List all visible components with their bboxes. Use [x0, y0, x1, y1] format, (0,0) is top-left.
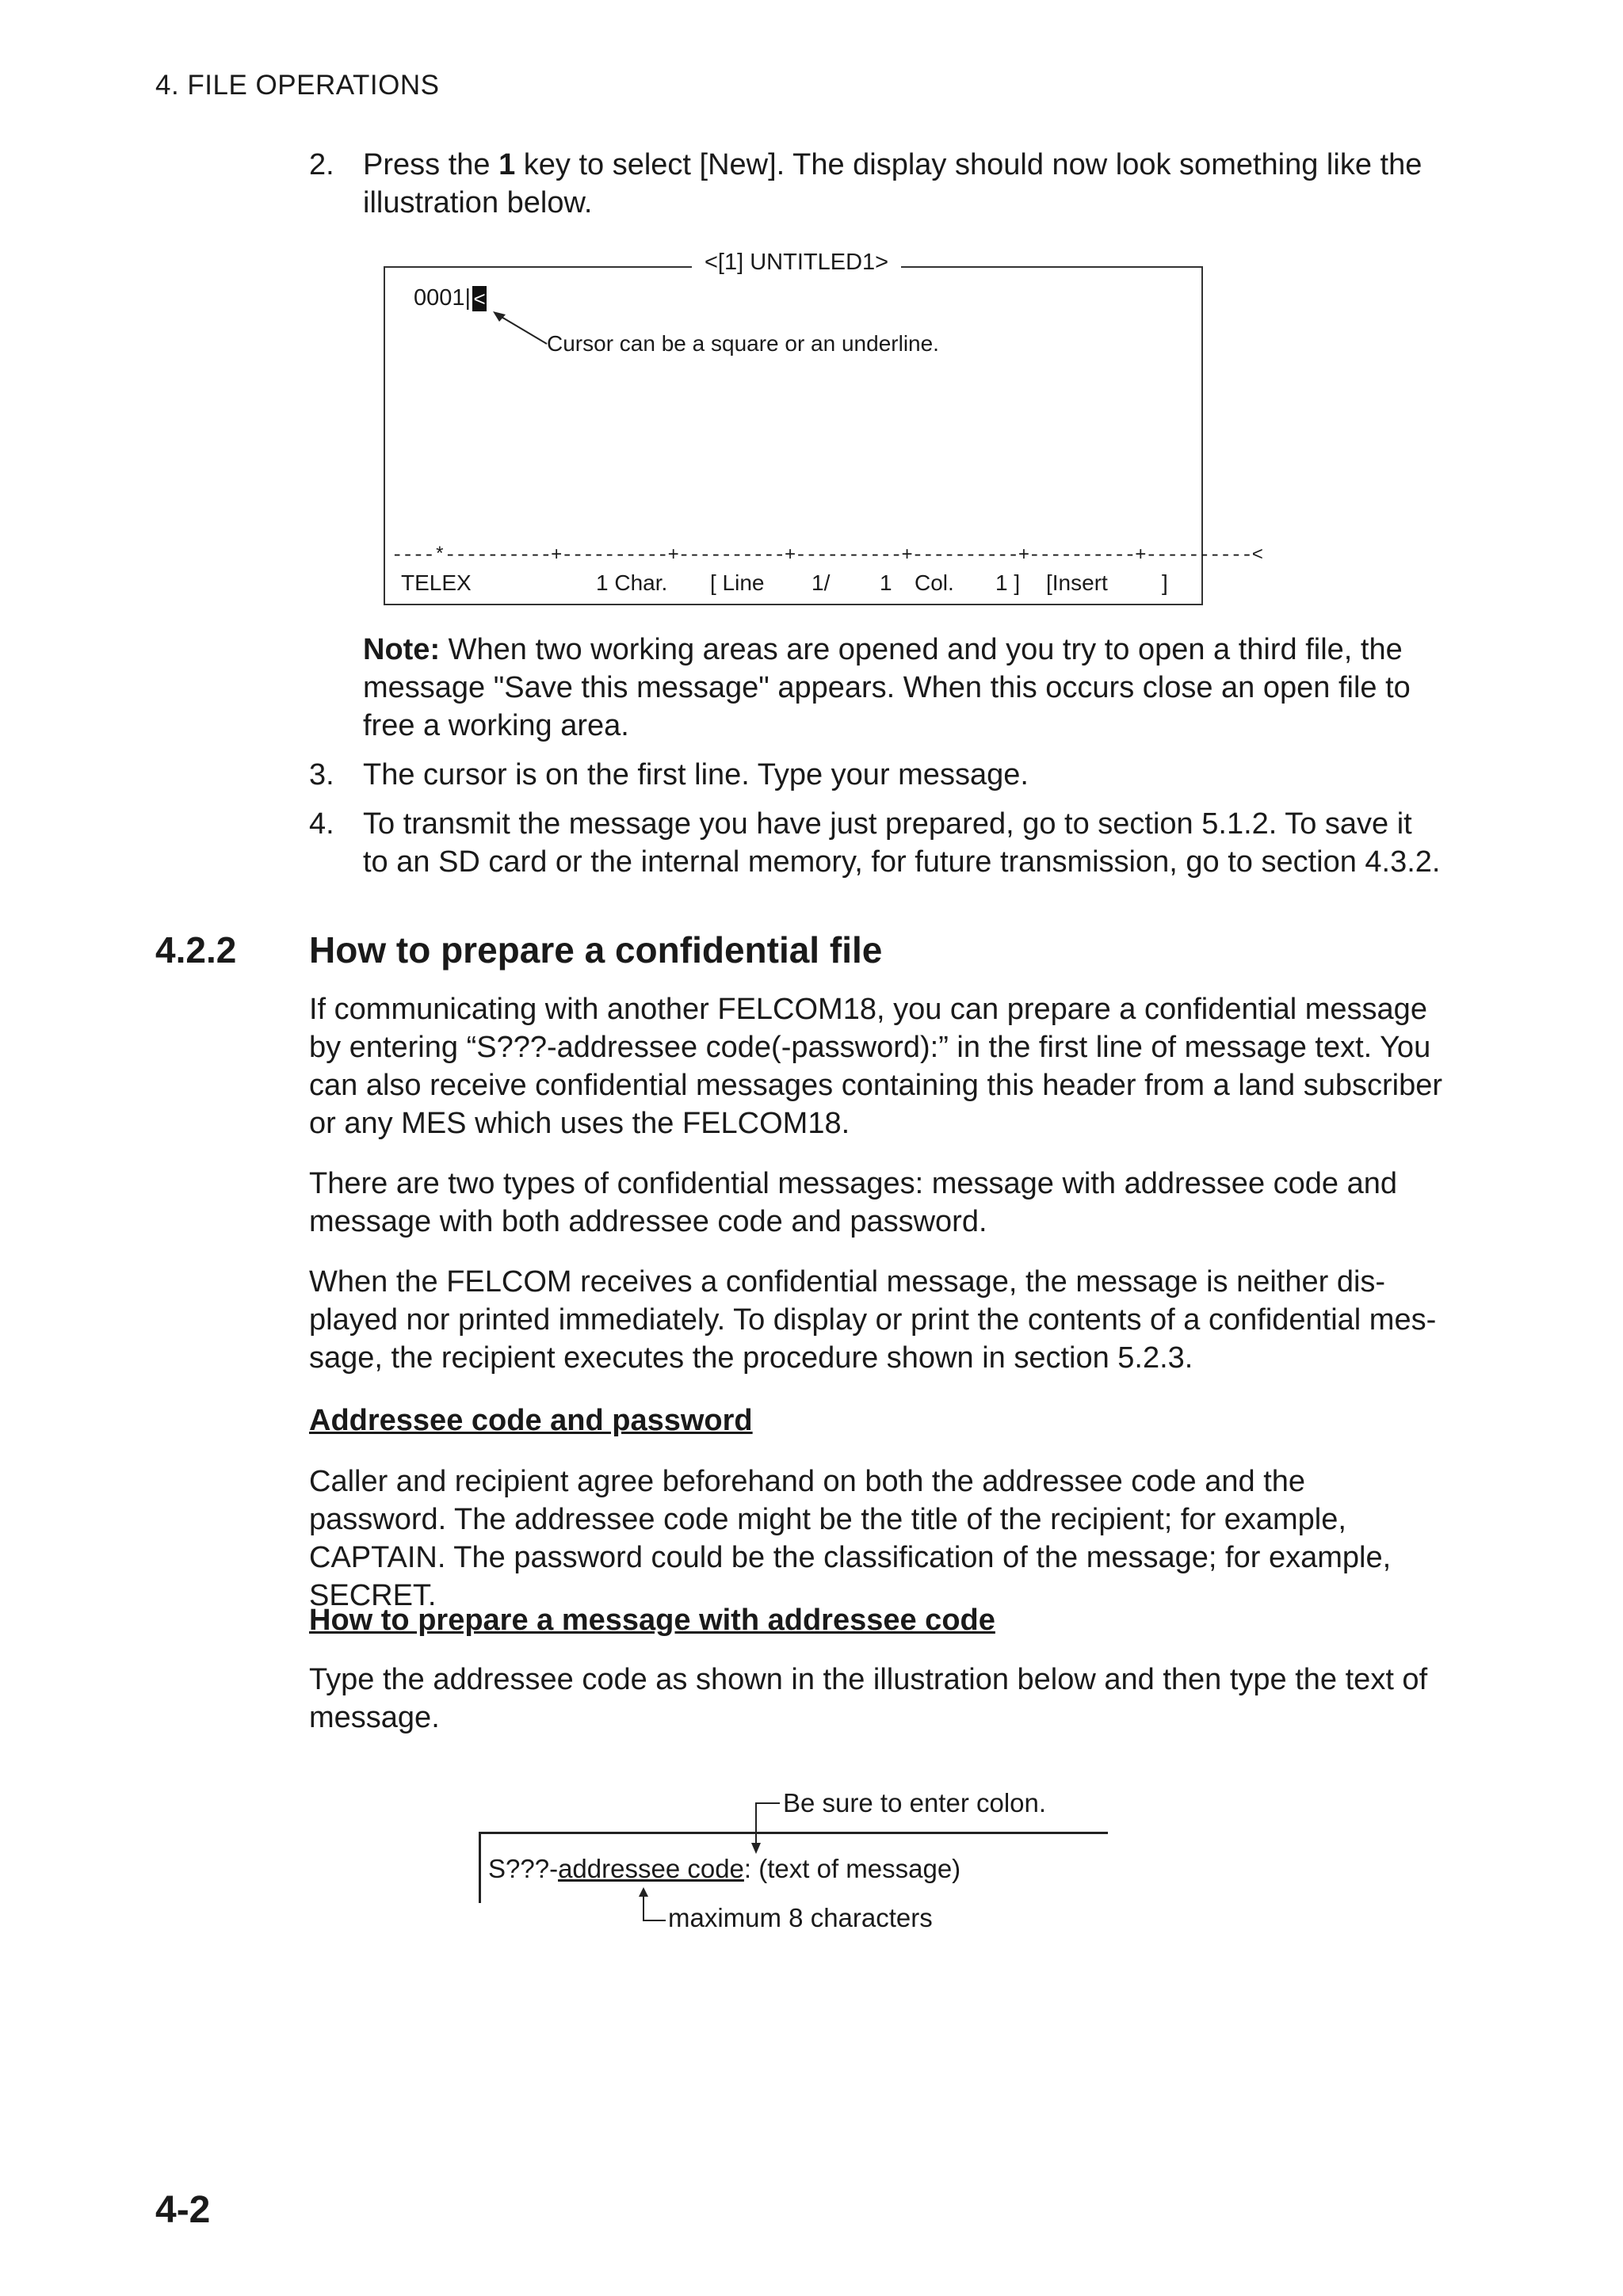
subsection-heading: How to prepare a message with addressee code: [309, 1604, 995, 1637]
colon-note: Be sure to enter colon.: [783, 1788, 1047, 1817]
cursor: <: [473, 286, 486, 311]
display-ruler: ----*----------+----------+----------+----------+----------+----------+----------<: [391, 545, 1262, 566]
step-text: Press the 1 key to select [New]. The display should now look something like the illustration below.: [363, 148, 1423, 219]
status-col-value: 1 ]: [995, 570, 1021, 595]
paragraph: When the FELCOM receives a confidential message, the message is neither dis-played nor printed immediately. To display or print the contents of a confidential mes-sage, the recipient executes the procedure shown in section 5.2.3.: [309, 1265, 1437, 1375]
step-number: 4.: [309, 807, 334, 841]
cursor-arrow: [490, 309, 553, 349]
status-line-label: [ Line: [710, 570, 765, 595]
status-insert-close: ]: [1162, 570, 1168, 595]
format-example: S???-addressee code: (text of message): [488, 1854, 961, 1883]
status-line-total: 1: [880, 570, 892, 595]
status-col-label: Col.: [915, 570, 954, 595]
key-label: 1: [498, 148, 516, 181]
step-number: 2.: [309, 148, 334, 181]
status-mode: TELEX: [401, 570, 472, 595]
paragraph: Caller and recipient agree beforehand on both the addressee code and the password. The addressee code might be the title of the recipient; for example, CAPTAIN. The password could be the classification of the message; for example, SECRET.: [309, 1465, 1392, 1612]
subsection-heading: Addressee code and password: [309, 1404, 753, 1437]
step-text: To transmit the message you have just prepared, go to section 5.1.2. To save it to an SD card or the internal memory, for future transmission, go to section 4.3.2.: [363, 807, 1441, 879]
cursor-note: Cursor can be a square or an underline.: [547, 331, 939, 356]
display-title: <[1] UNTITLED1>: [692, 250, 901, 276]
section-number: 4.2.2: [155, 929, 237, 971]
section-title: How to prepare a confidential file: [309, 929, 883, 971]
paragraph: Type the addressee code as shown in the illustration below and then type the text of message.: [309, 1663, 1428, 1734]
line-number: 0001|: [414, 285, 472, 311]
note-label: Note:: [363, 633, 441, 666]
step-number: 3.: [309, 758, 334, 791]
format-rule-horizontal: [479, 1832, 1108, 1834]
status-line-value: 1/: [812, 570, 831, 595]
colon-arrow: [745, 1794, 785, 1857]
display-first-line: [414, 285, 487, 311]
running-head: 4. FILE OPERATIONS: [155, 70, 440, 101]
note: Note: When two working areas are opened and you try to open a third file, the message "Save this message" appears. When this occurs close an open file to free a working area.: [363, 633, 1411, 742]
status-chars: 1 Char.: [596, 570, 668, 595]
addressee-code-label: addressee code: [558, 1854, 744, 1883]
step-text: The cursor is on the first line. Type your message.: [363, 758, 1029, 791]
paragraph: If communicating with another FELCOM18, you can prepare a confidential message by entering “S???-addressee code(-password):” in the first line of message text. You can also receive confidential messages containing this header from a land subscriber or any MES which uses the FELCOM18.: [309, 993, 1443, 1140]
format-rule-vertical: [479, 1832, 481, 1903]
length-note: maximum 8 characters: [668, 1903, 933, 1932]
status-insert: [Insert: [1046, 570, 1108, 595]
paragraph: There are two types of confidential messages: message with addressee code and message with both addressee code and password.: [309, 1167, 1397, 1238]
page-number: 4-2: [155, 2189, 211, 2231]
